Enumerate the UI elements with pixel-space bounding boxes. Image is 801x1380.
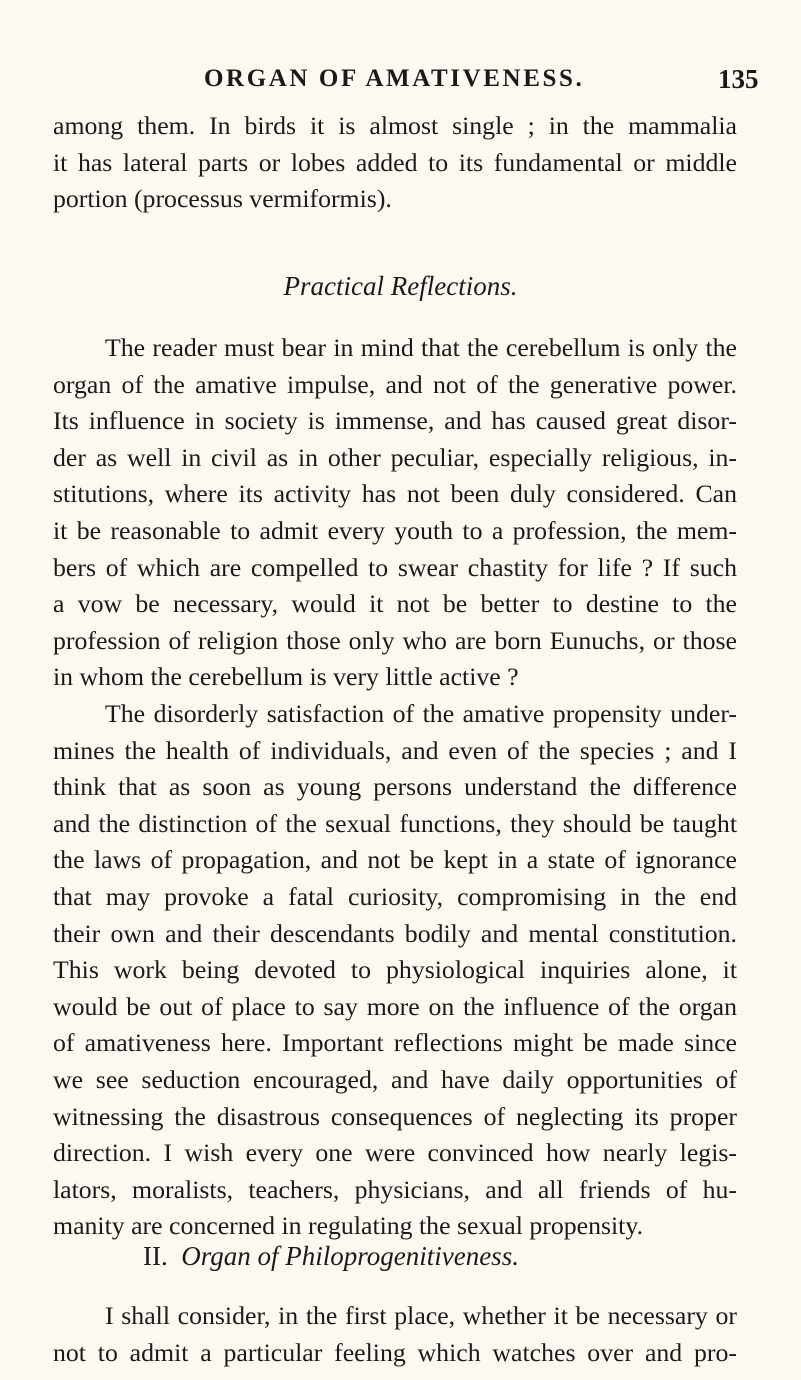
text-line: Its influence in society is immense, and has caused great disor-	[53, 406, 737, 436]
opening-paragraph	[53, 108, 737, 218]
reflections-paragraph-1	[53, 330, 737, 696]
running-head	[0, 62, 801, 96]
text-line: their own and their descendants bodily and mental constitution.	[53, 918, 737, 948]
text-line: a vow be necessary, would it not be better to destine to the	[53, 589, 737, 619]
section-numeral: II.	[143, 1241, 168, 1271]
text-line: profession of religion those only who are born Eunuchs, or those	[53, 625, 737, 655]
text-line: and the distinction of the sexual functions, they should be taught	[53, 808, 737, 838]
text-line: This work being devoted to physiological inquiries alone, it	[53, 955, 737, 985]
text-line: in whom the cerebellum is very little active ?	[53, 662, 519, 692]
text-line: bers of which are compelled to swear chastity for life ? If such	[53, 552, 737, 582]
text-line: lators, moralists, teachers, physicians, and all friends of hu-	[53, 1174, 737, 1204]
text-line: direction. I wish every one were convinced how nearly legis-	[53, 1138, 737, 1168]
reflections-paragraph-2	[53, 696, 737, 1245]
text-line: the laws of propagation, and not be kept in a state of ignorance	[53, 845, 737, 875]
text-line: stitutions, where its activity has not been duly considered. Can	[53, 479, 737, 509]
running-title: ORGAN OF AMATIVENESS.	[204, 65, 585, 92]
text-line: portion (processus vermiformis).	[53, 184, 392, 214]
text-line: among them. In birds it is almost single ; in the mammalia	[53, 111, 737, 140]
heading-practical-reflections: Practical Reflections.	[283, 271, 518, 301]
text-line: of amativeness here. Important reflections might be made since	[53, 1028, 737, 1058]
text-line: we see seduction encouraged, and have daily opportunities of	[53, 1064, 737, 1094]
text-line: think that as soon as young persons understand the difference	[53, 772, 737, 802]
text-line: that may provoke a fatal curiosity, compromising in the end	[53, 881, 737, 911]
text-line: would be out of place to say more on the influence of the organ	[53, 991, 737, 1021]
text-line: it be reasonable to admit every youth to a profession, the mem-	[53, 515, 737, 545]
section-title: Organ of Philoprogenitiveness.	[181, 1241, 519, 1271]
page-number: 135	[718, 64, 759, 94]
text-line: organ of the amative impulse, and not of the generative power.	[53, 369, 737, 399]
section-ii-paragraph	[53, 1298, 737, 1371]
text-line: der as well in civil as in other peculiar, especially religious, in-	[53, 442, 737, 472]
text-line: The reader must bear in mind that the cerebellum is only the	[105, 333, 737, 362]
text-line: manity are concerned in regulating the sexual propensity.	[53, 1211, 644, 1241]
text-line: I shall consider, in the first place, whether it be necessary or	[105, 1301, 737, 1330]
text-line: it has lateral parts or lobes added to its fundamental or middle	[53, 147, 737, 177]
text-line: witnessing the disastrous consequences of neglecting its proper	[53, 1101, 737, 1131]
text-line: mines the health of individuals, and even of the species ; and I	[53, 735, 737, 765]
heading-organ-of-philoprogenitiveness	[143, 1238, 519, 1274]
text-line: The disorderly satisfaction of the amative propensity under-	[105, 699, 737, 728]
text-line: not to admit a particular feeling which watches over and pro-	[53, 1337, 737, 1367]
